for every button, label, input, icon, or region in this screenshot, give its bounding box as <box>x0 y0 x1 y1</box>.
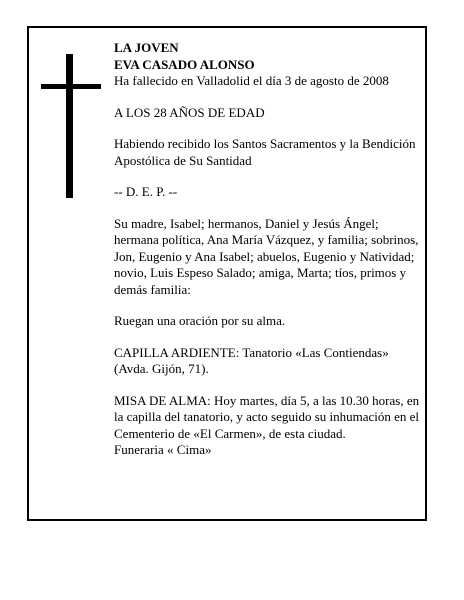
heading-line-1: LA JOVEN <box>114 40 179 55</box>
cross-icon <box>41 54 101 198</box>
cross-vertical-bar <box>66 54 73 198</box>
mass-details: MISA DE ALMA: Hoy martes, día 5, a las 10.30 horas, en la capilla del tanatorio, y acto seguido su inhumación en el Cementerio de «El Carmen», de esta ciudad. <box>114 392 420 441</box>
chapel-info: CAPILLA ARDIENTE: Tanatorio «Las Contiendas» (Avda. Gijón, 71). <box>114 344 389 376</box>
family-paragraph: Su madre, Isabel; hermanos, Daniel y Jesús Ángel; hermana política, Ana María Vázquez, y familia; sobrinos, Jon, Eugenio y Ana Isabel; abuelos, Eugenio y Natividad; novio, Luis Espeso Salado; amiga, Marta; tíos, primos y demás familia: <box>114 215 419 297</box>
obituary-notice <box>27 26 427 521</box>
cross-horizontal-bar <box>41 84 101 89</box>
rip-statement: -- D. E. P. -- <box>114 184 178 199</box>
notice-heading <box>114 40 426 90</box>
prayer-request: Ruegan una oración por su alma. <box>114 313 286 328</box>
funeral-home: Funeraria « Cima» <box>114 442 212 457</box>
notice-text <box>114 40 426 474</box>
age-statement: A LOS 28 AÑOS DE EDAD <box>114 104 265 120</box>
sacraments-statement: Habiendo recibido los Santos Sacramentos y la Bendición Apostólica de Su Santidad <box>114 136 416 168</box>
mass-info <box>114 393 426 459</box>
deceased-name: EVA CASADO ALONSO <box>114 56 255 72</box>
death-statement: Ha fallecido en Valladolid el día 3 de agosto de 2008 <box>114 73 389 88</box>
